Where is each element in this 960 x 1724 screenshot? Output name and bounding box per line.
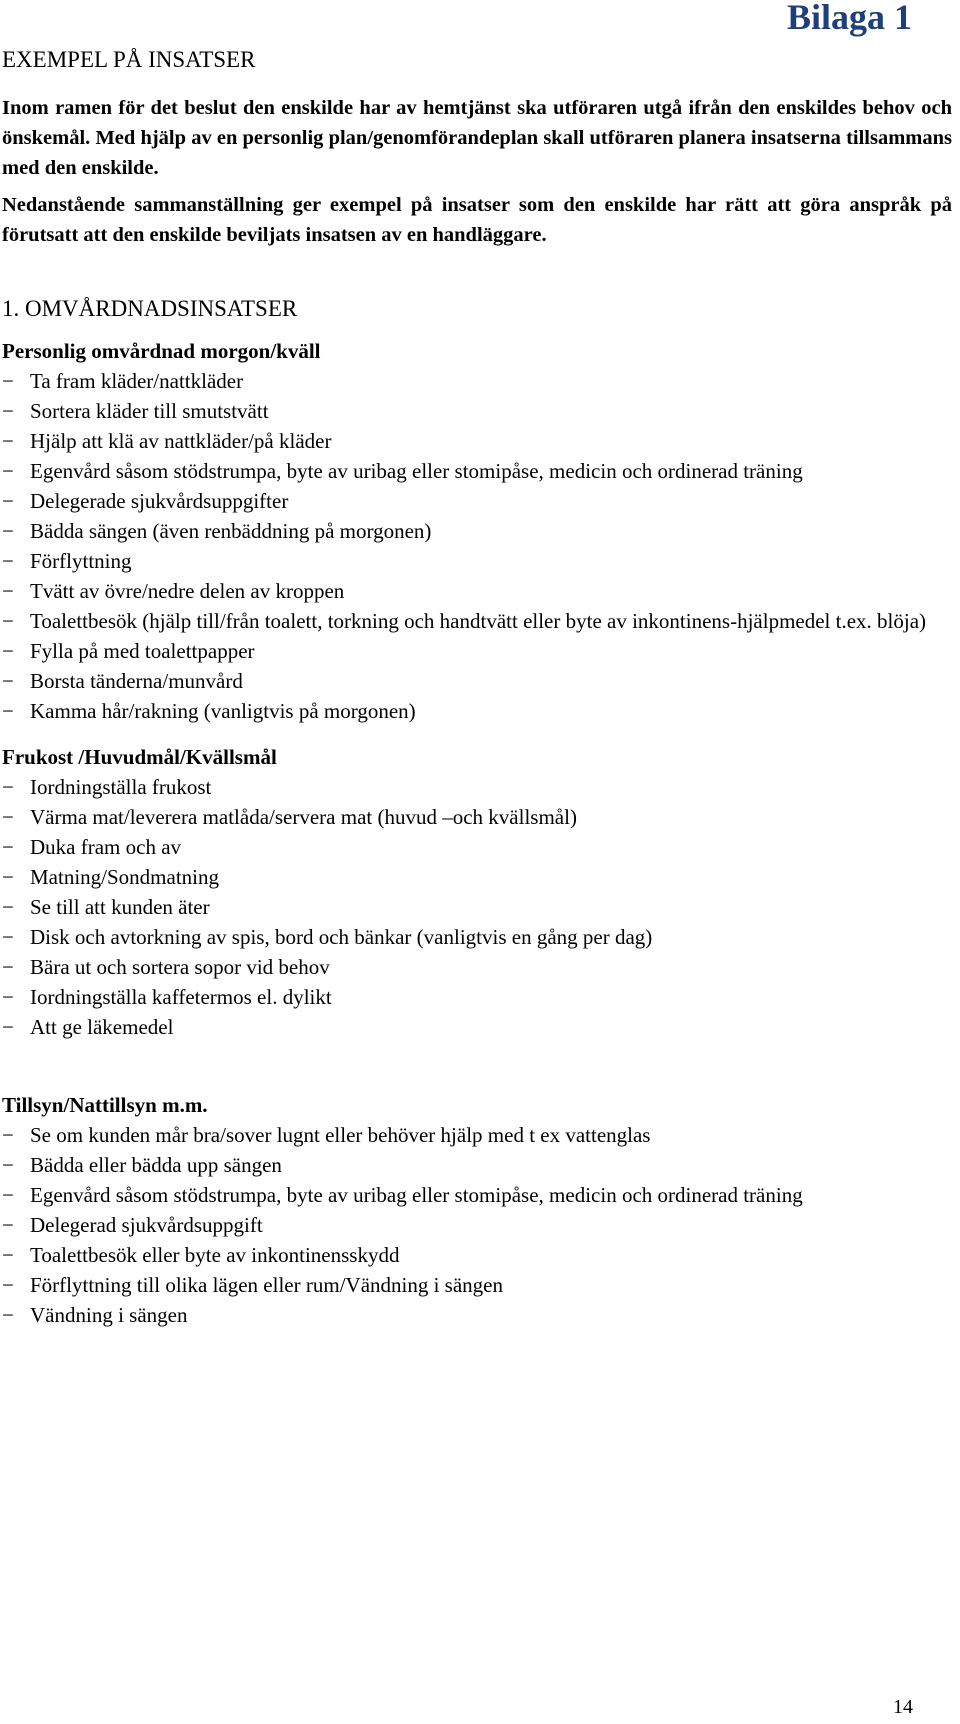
list-item: [2, 396, 952, 426]
list-item-text: Sortera kläder till smutstvätt: [30, 398, 269, 423]
list-item-text: Bädda eller bädda upp sängen: [30, 1152, 282, 1177]
list-item: [2, 1180, 952, 1210]
list-item: [2, 1120, 952, 1150]
list-item: [2, 486, 952, 516]
list-item: [2, 772, 952, 802]
document-title: EXEMPEL PÅ INSATSER: [2, 47, 256, 72]
list-item-text: Matning/Sondmatning: [30, 864, 219, 889]
section-heading: 1. OMVÅRDNADSINSATSER: [2, 295, 298, 321]
dash-bullet-icon: −: [2, 924, 14, 949]
attachment-label: Bilaga 1: [786, 0, 912, 37]
list-item: [2, 546, 952, 576]
dash-bullet-icon: −: [2, 1212, 14, 1237]
list-item-text: Toalettbesök eller byte av inkontinensskydd: [30, 1242, 400, 1267]
dash-bullet-icon: −: [2, 954, 14, 979]
list-item-text: Hjälp att klä av nattkläder/på kläder: [30, 428, 332, 453]
list-item: [2, 952, 952, 982]
dash-bullet-icon: −: [2, 1152, 14, 1177]
dash-bullet-icon: −: [2, 428, 14, 453]
dash-bullet-icon: −: [2, 894, 14, 919]
list-item: [2, 1300, 952, 1330]
list-item-text: Tvätt av övre/nedre delen av kroppen: [30, 578, 345, 603]
dash-bullet-icon: −: [2, 1242, 14, 1267]
list-item-text: Ta fram kläder/nattkläder: [30, 368, 244, 393]
dash-bullet-icon: −: [2, 1272, 14, 1297]
list-item-text: Bära ut och sortera sopor vid behov: [30, 954, 330, 979]
intro-paragraph: Nedanstående sammanställning ger exempel på insatser som den enskilde har rätt att göra anspråk på förutsatt att den enskilde beviljats insatsen av en handläggare.: [2, 193, 952, 246]
list-item-text: Delegerade sjukvårdsuppgifter: [30, 488, 289, 513]
list-item: [2, 1210, 952, 1240]
dash-bullet-icon: −: [2, 638, 14, 663]
list-item: [2, 666, 952, 696]
list-item: [2, 892, 952, 922]
dash-bullet-icon: −: [2, 1014, 14, 1039]
list-item: [2, 606, 952, 636]
list-item-text: Förflyttning: [30, 548, 132, 573]
bullet-list-supervision: [2, 1120, 952, 1330]
list-item: [2, 456, 952, 486]
list-item: [2, 1270, 952, 1300]
dash-bullet-icon: −: [2, 608, 14, 633]
list-item: [2, 802, 952, 832]
list-item-text: Iordningställa kaffetermos el. dylikt: [30, 984, 332, 1009]
dash-bullet-icon: −: [2, 488, 14, 513]
list-item: [2, 862, 952, 892]
list-item-text: Att ge läkemedel: [30, 1014, 174, 1039]
dash-bullet-icon: −: [2, 578, 14, 603]
list-item-text: Borsta tänderna/munvård: [30, 668, 243, 693]
list-item-text: Kamma hår/rakning (vanligtvis på morgonen): [30, 698, 416, 723]
list-item: [2, 982, 952, 1012]
list-item-text: Värma mat/leverera matlåda/servera mat (huvud –och kvällsmål): [30, 804, 577, 829]
document-content: [2, 45, 952, 1330]
dash-bullet-icon: −: [2, 1302, 14, 1327]
bullet-list-personal-care: [2, 366, 952, 726]
dash-bullet-icon: −: [2, 834, 14, 859]
list-item-text: Toalettbesök (hjälp till/från toalett, torkning och handtvätt eller byte av inkontinens-hjälpmedel t.ex. blöja): [30, 608, 927, 633]
list-item: [2, 832, 952, 862]
dash-bullet-icon: −: [2, 548, 14, 573]
bullet-list-meals: [2, 772, 952, 1042]
dash-bullet-icon: −: [2, 804, 14, 829]
dash-bullet-icon: −: [2, 698, 14, 723]
dash-bullet-icon: −: [2, 518, 14, 543]
list-item-text: Iordningställa frukost: [30, 774, 212, 799]
dash-bullet-icon: −: [2, 984, 14, 1009]
list-item: [2, 1240, 952, 1270]
list-item: [2, 366, 952, 396]
list-item: [2, 922, 952, 952]
group-heading-meals: Frukost /Huvudmål/Kvällsmål: [2, 744, 277, 769]
list-item: [2, 636, 952, 666]
list-item-text: Bädda sängen (även renbäddning på morgonen): [30, 518, 432, 543]
list-item-text: Egenvård såsom stödstrumpa, byte av uribag eller stomipåse, medicin och ordinerad träning: [30, 458, 803, 483]
list-item-text: Delegerad sjukvårdsuppgift: [30, 1212, 263, 1237]
list-item-text: Egenvård såsom stödstrumpa, byte av uribag eller stomipåse, medicin och ordinerad träning: [30, 1182, 803, 1207]
intro-paragraph: Inom ramen för det beslut den enskilde har av hemtjänst ska utföraren utgå ifrån den enskildes behov och önskemål. Med hjälp av en personlig plan/genomförandeplan skall utföraren planera insatserna tillsammans med den enskilde.: [2, 96, 952, 179]
list-item: [2, 516, 952, 546]
dash-bullet-icon: −: [2, 398, 14, 423]
list-item-text: Vändning i sängen: [30, 1302, 188, 1327]
dash-bullet-icon: −: [2, 1182, 14, 1207]
list-item: [2, 1012, 952, 1042]
dash-bullet-icon: −: [2, 458, 14, 483]
dash-bullet-icon: −: [2, 368, 14, 393]
list-item-text: Se om kunden mår bra/sover lugnt eller behöver hjälp med t ex vattenglas: [30, 1122, 651, 1147]
dash-bullet-icon: −: [2, 774, 14, 799]
dash-bullet-icon: −: [2, 1122, 14, 1147]
group-heading-personal-care: Personlig omvårdnad morgon/kväll: [2, 338, 321, 363]
list-item: [2, 1150, 952, 1180]
list-item: [2, 696, 952, 726]
list-item-text: Disk och avtorkning av spis, bord och bänkar (vanligtvis en gång per dag): [30, 924, 653, 949]
group-heading-supervision: Tillsyn/Nattillsyn m.m.: [2, 1092, 208, 1117]
list-item-text: Förflyttning till olika lägen eller rum/Vändning i sängen: [30, 1272, 503, 1297]
list-item-text: Fylla på med toalettpapper: [30, 638, 255, 663]
list-item-text: Duka fram och av: [30, 834, 182, 859]
dash-bullet-icon: −: [2, 864, 14, 889]
list-item: [2, 576, 952, 606]
list-item-text: Se till att kunden äter: [30, 894, 210, 919]
dash-bullet-icon: −: [2, 668, 14, 693]
list-item: [2, 426, 952, 456]
page-number: 14: [893, 1696, 913, 1718]
